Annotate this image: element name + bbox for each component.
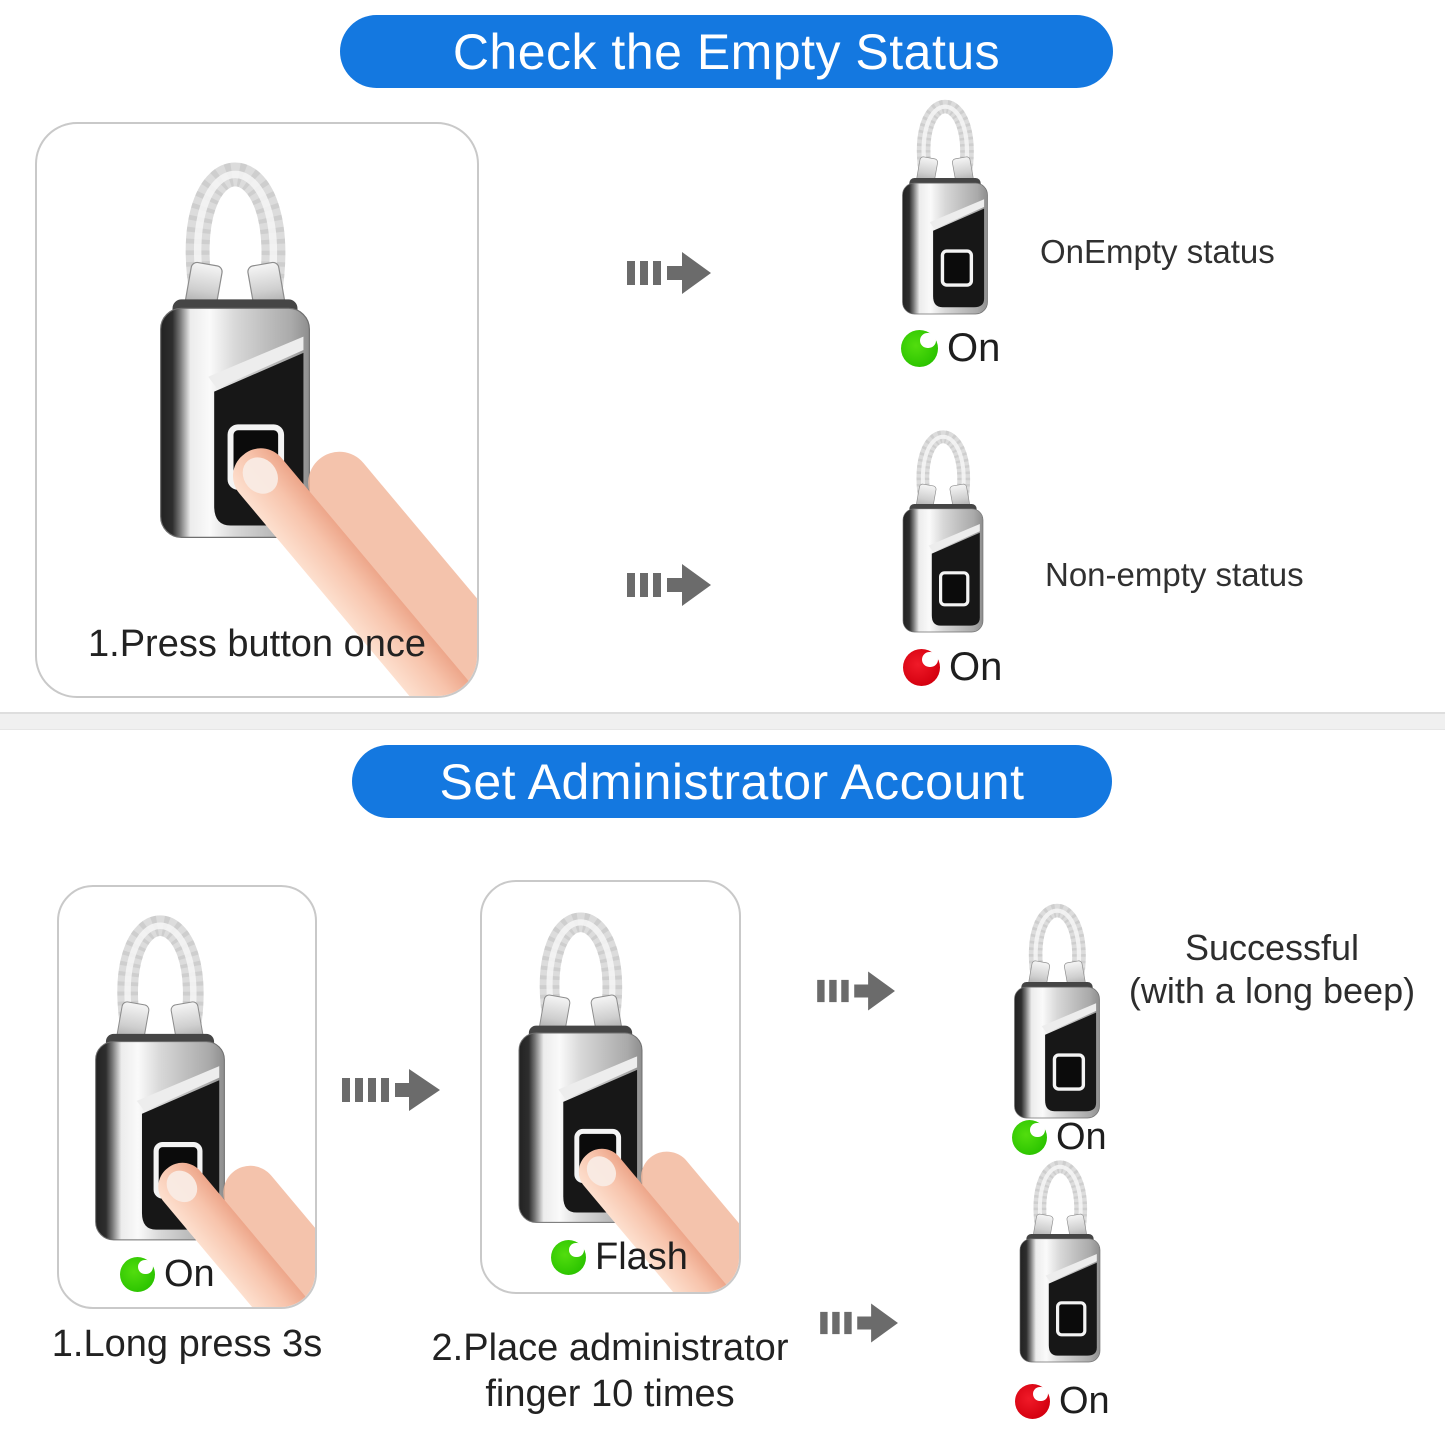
step-caption-line2: finger 10 times	[485, 1372, 735, 1415]
flow-arrow-icon	[817, 966, 897, 1016]
flow-arrow-icon	[627, 558, 713, 612]
green-led-icon	[901, 330, 938, 367]
green-led-icon	[551, 1240, 586, 1275]
step-caption: 1.Press button once	[88, 623, 426, 665]
padlock-icon	[879, 408, 1007, 648]
led-state-label: On	[949, 645, 1003, 689]
step-box-press-button	[35, 122, 479, 698]
flow-arrow-icon	[820, 1298, 900, 1348]
green-led-icon	[120, 1257, 155, 1292]
section-banner-set-admin: Set Administrator Account	[352, 745, 1112, 818]
status-label-nonempty: Non-empty status	[1045, 556, 1304, 593]
led-state-label: On	[164, 1253, 215, 1295]
section-banner-check-empty: Check the Empty Status	[340, 15, 1113, 88]
step-caption	[430, 1326, 790, 1417]
flow-arrow-icon	[627, 246, 713, 300]
step-box-long-press	[57, 885, 317, 1309]
led-indicator-row	[901, 326, 1000, 371]
led-indicator-row	[120, 1253, 215, 1296]
led-state-label: On	[1059, 1380, 1110, 1422]
flow-arrow-icon	[342, 1062, 442, 1118]
padlock-finger-icon	[57, 885, 263, 1266]
red-led-icon	[903, 649, 940, 686]
led-state-label: On	[1056, 1116, 1107, 1158]
step-box-place-finger	[480, 880, 741, 1294]
led-indicator-row	[1015, 1380, 1110, 1423]
led-state-label: On	[947, 326, 1001, 370]
padlock-icon	[877, 76, 1013, 331]
section-divider	[0, 712, 1445, 730]
led-indicator-row	[903, 645, 1002, 690]
led-indicator-row	[551, 1236, 688, 1279]
step-caption-line1: 2.Place administrator	[431, 1327, 789, 1369]
status-label-onempty: OnEmpty status	[1040, 233, 1275, 270]
step-caption: 1.Long press 3s	[51, 1323, 323, 1365]
status-label-successful	[1098, 926, 1445, 1012]
red-led-icon	[1015, 1384, 1050, 1419]
padlock-finger-icon	[116, 122, 354, 568]
padlock-icon	[996, 1138, 1124, 1378]
padlock-finger-icon	[482, 880, 679, 1247]
status-line1: Successful	[1184, 927, 1360, 968]
led-state-label: Flash	[595, 1236, 688, 1278]
status-line2: (with a long beep)	[1128, 970, 1416, 1012]
